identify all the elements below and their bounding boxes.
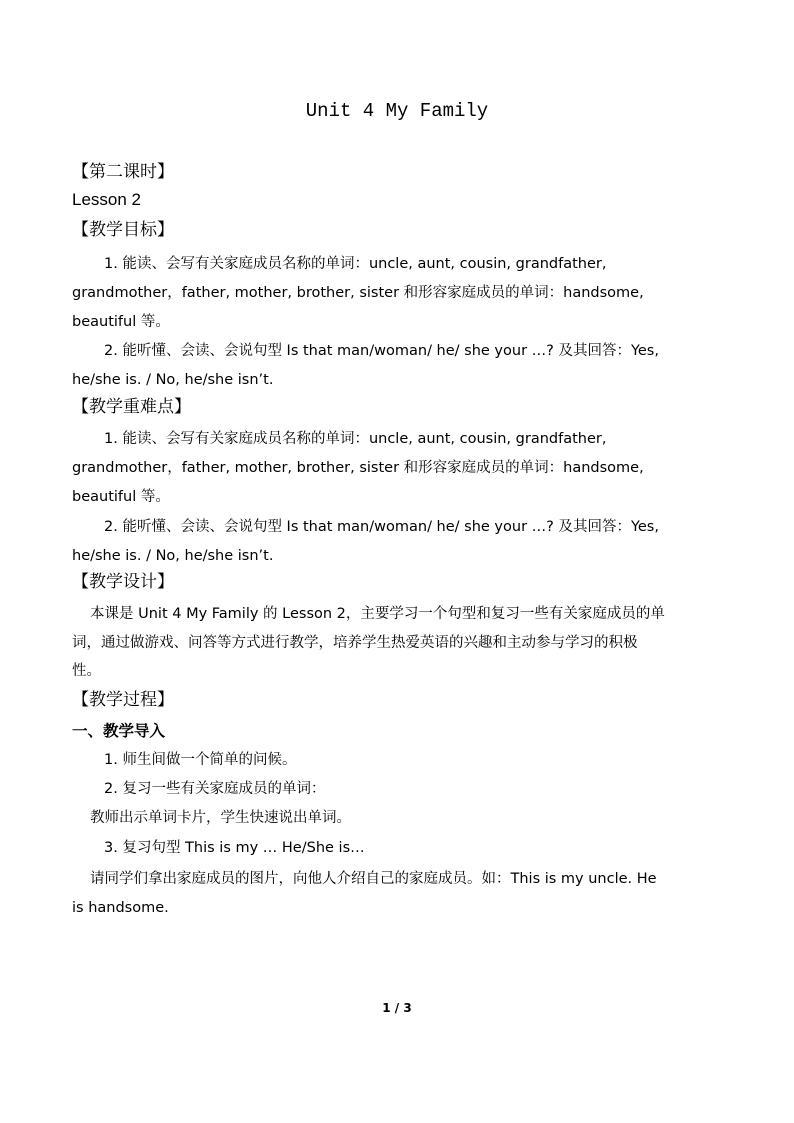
objectives-item2-line2: he/she is. / No, he/she isn’t. <box>72 372 274 388</box>
process-step1: 1. 师生间做一个简单的问候。 <box>104 752 297 768</box>
key-points-item2-line1: 2. 能听懂、会读、会说句型 Is that man/woman/ he/ she your …? 及其回答：Yes, <box>104 519 659 535</box>
period-heading: 【第二课时】 <box>72 162 174 182</box>
design-line1: 本课是 Unit 4 My Family 的 Lesson 2，主要学习一个句型和复习一些有关家庭成员的单 <box>90 606 665 622</box>
key-points-heading: 【教学重难点】 <box>72 397 191 417</box>
page-indicator: 1 / 3 <box>382 1001 412 1015</box>
key-points-item1-line1: 1. 能读、会写有关家庭成员名称的单词：uncle, aunt, cousin, grandfather, <box>104 431 607 447</box>
key-points-item2-line2: he/she is. / No, he/she isn’t. <box>72 548 274 564</box>
process-step2: 2. 复习一些有关家庭成员的单词： <box>104 781 326 797</box>
objectives-item2-line1: 2. 能听懂、会读、会说句型 Is that man/woman/ he/ she your …? 及其回答：Yes, <box>104 343 659 359</box>
objectives-item1-line3: beautiful 等。 <box>72 314 170 330</box>
process-step3-detail-line2: is handsome. <box>72 900 169 916</box>
objectives-heading: 【教学目标】 <box>72 220 174 240</box>
process-section1-heading: 一、教学导入 <box>72 722 166 740</box>
process-heading: 【教学过程】 <box>72 690 174 710</box>
objectives-item1-line2: grandmother，father, mother, brother, sister 和形容家庭成员的单词：handsome, <box>72 285 644 301</box>
key-points-item1-line2: grandmother，father, mother, brother, sister 和形容家庭成员的单词：handsome, <box>72 460 644 476</box>
document-title: Unit 4 My Family <box>305 100 489 122</box>
process-step3-detail-line1: 请同学们拿出家庭成员的图片，向他人介绍自己的家庭成员。如：This is my uncle. He <box>90 871 657 887</box>
design-heading: 【教学设计】 <box>72 572 174 592</box>
design-line2: 词，通过做游戏、问答等方式进行教学，培养学生热爱英语的兴趣和主动参与学习的积极 <box>72 635 638 651</box>
process-step3: 3. 复习句型 This is my … He/She is… <box>104 840 365 856</box>
key-points-item1-line3: beautiful 等。 <box>72 489 170 505</box>
objectives-item1-line1: 1. 能读、会写有关家庭成员名称的单词：uncle, aunt, cousin, grandfather, <box>104 256 607 272</box>
process-step2-detail: 教师出示单词卡片，学生快速说出单词。 <box>90 810 351 826</box>
lesson-label: Lesson 2 <box>72 190 141 209</box>
design-line3: 性。 <box>72 663 101 679</box>
